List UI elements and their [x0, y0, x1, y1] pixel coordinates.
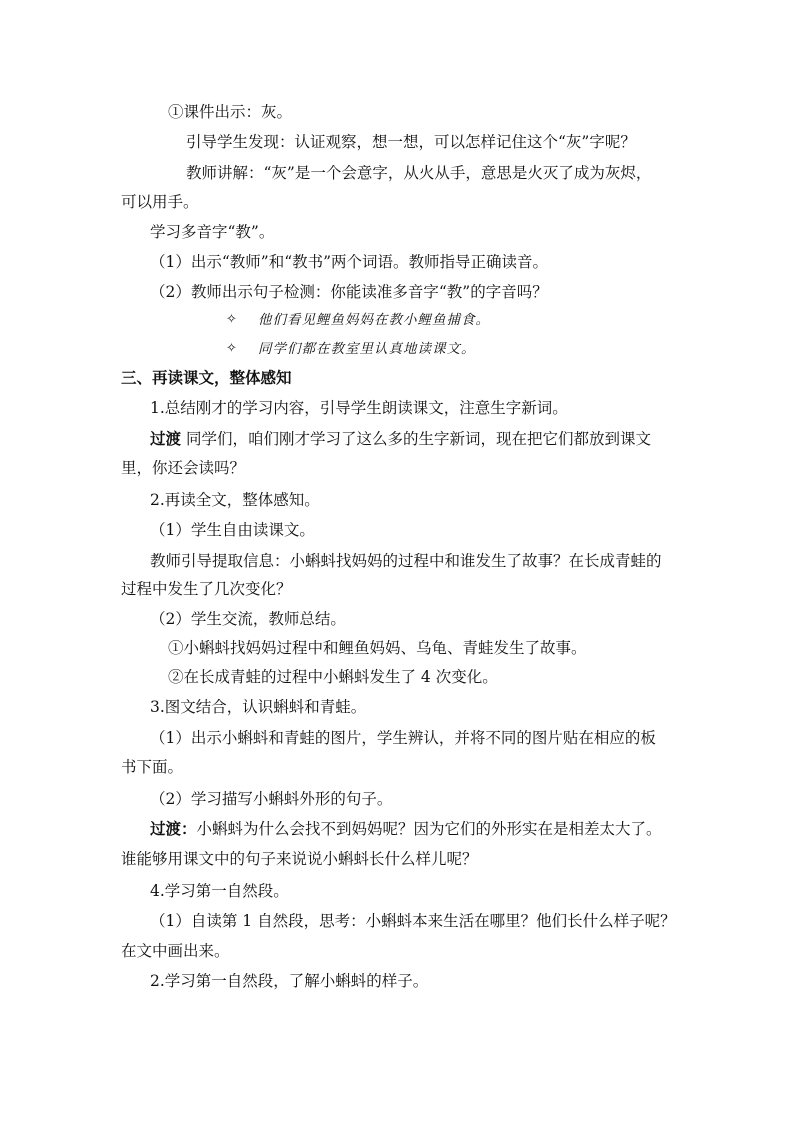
- diamond-star-icon: ✧: [226, 341, 237, 356]
- body-line: [150, 818, 662, 840]
- body-line: （2）学生交流，教师总结。: [150, 610, 346, 628]
- body-line: 在文中画出来。: [121, 942, 230, 960]
- body-line: （1）学生自由读课文。: [150, 521, 315, 539]
- body-line: 3.图文结合，认识蝌蚪和青蛙。: [150, 698, 367, 716]
- body-line: （1）自读第 1 自然段，思考：小蝌蚪本来生活在哪里？他们长什么样子呢？: [150, 912, 676, 930]
- body-line: 4.学习第一自然段。: [150, 882, 289, 900]
- body-line: 可以用手。: [121, 193, 199, 211]
- body-line: 1.总结刚才的学习内容，引导学生朗读课文，注意生字新词。: [150, 399, 568, 417]
- body-line: [150, 428, 651, 450]
- body-line: （1）出示“教师”和“教书”两个词语。教师指导正确读音。: [150, 253, 549, 271]
- body-line: 教师讲解：“灰”是一个会意字，从火从手，意思是火灭了成为灰烬，: [186, 164, 652, 182]
- body-line: 教师引导提取信息：小蝌蚪找妈妈的过程中和谁发生了故事？在长成青蛙的: [150, 552, 662, 570]
- body-line: 里，你还会读吗？: [121, 459, 246, 477]
- body-line: 2.学习第一自然段，了解小蝌蚪的样子。: [150, 972, 429, 990]
- body-line: 过程中发生了几次变化？: [121, 580, 292, 598]
- transition-text: 小蝌蚪为什么会找不到妈妈呢？因为它们的外形实在是相差太大了。: [196, 820, 662, 838]
- body-line: （2）学习描写小蝌蚪外形的句子。: [150, 790, 393, 808]
- body-line: 引导学生发现：认证观察，想一想，可以怎样记住这个“灰”字呢？: [186, 133, 636, 151]
- body-line: 2.再读全文，整体感知。: [150, 491, 320, 509]
- body-line: ②在长成青蛙的过程中小蝌蚪发生了 4 次变化。: [168, 668, 498, 686]
- example-sentence: 他们看见鲤鱼妈妈在教小鲤鱼捕食。: [258, 312, 490, 328]
- example-sentence: 同学们都在教室里认真地读课文。: [258, 341, 476, 357]
- body-line: （1）出示小蝌蚪和青蛙的图片，学生辨认，并将不同的图片贴在相应的板: [150, 729, 656, 747]
- body-line: 学习多音字“教”。: [150, 223, 275, 241]
- transition-text: 同学们，咱们刚才学习了这么多的生字新词，现在把它们都放到课文: [185, 430, 651, 448]
- transition-label: 过渡: [150, 429, 182, 448]
- section-heading: 三、再读课文，整体感知: [121, 368, 292, 387]
- body-line: ①课件出示：灰。: [168, 103, 293, 121]
- body-line: 谁能够用课文中的句子来说说小蝌蚪长什么样儿呢？: [121, 850, 478, 868]
- body-line: （2）教师出示句子检测：你能读准多音字“教”的字音吗？: [150, 283, 548, 301]
- body-line: 书下面。: [121, 758, 184, 776]
- transition-label: 过渡：: [150, 819, 197, 838]
- body-line: ①小蝌蚪找妈妈过程中和鲤鱼妈妈、乌龟、青蛙发生了故事。: [168, 639, 587, 657]
- diamond-star-icon: ✧: [226, 312, 237, 327]
